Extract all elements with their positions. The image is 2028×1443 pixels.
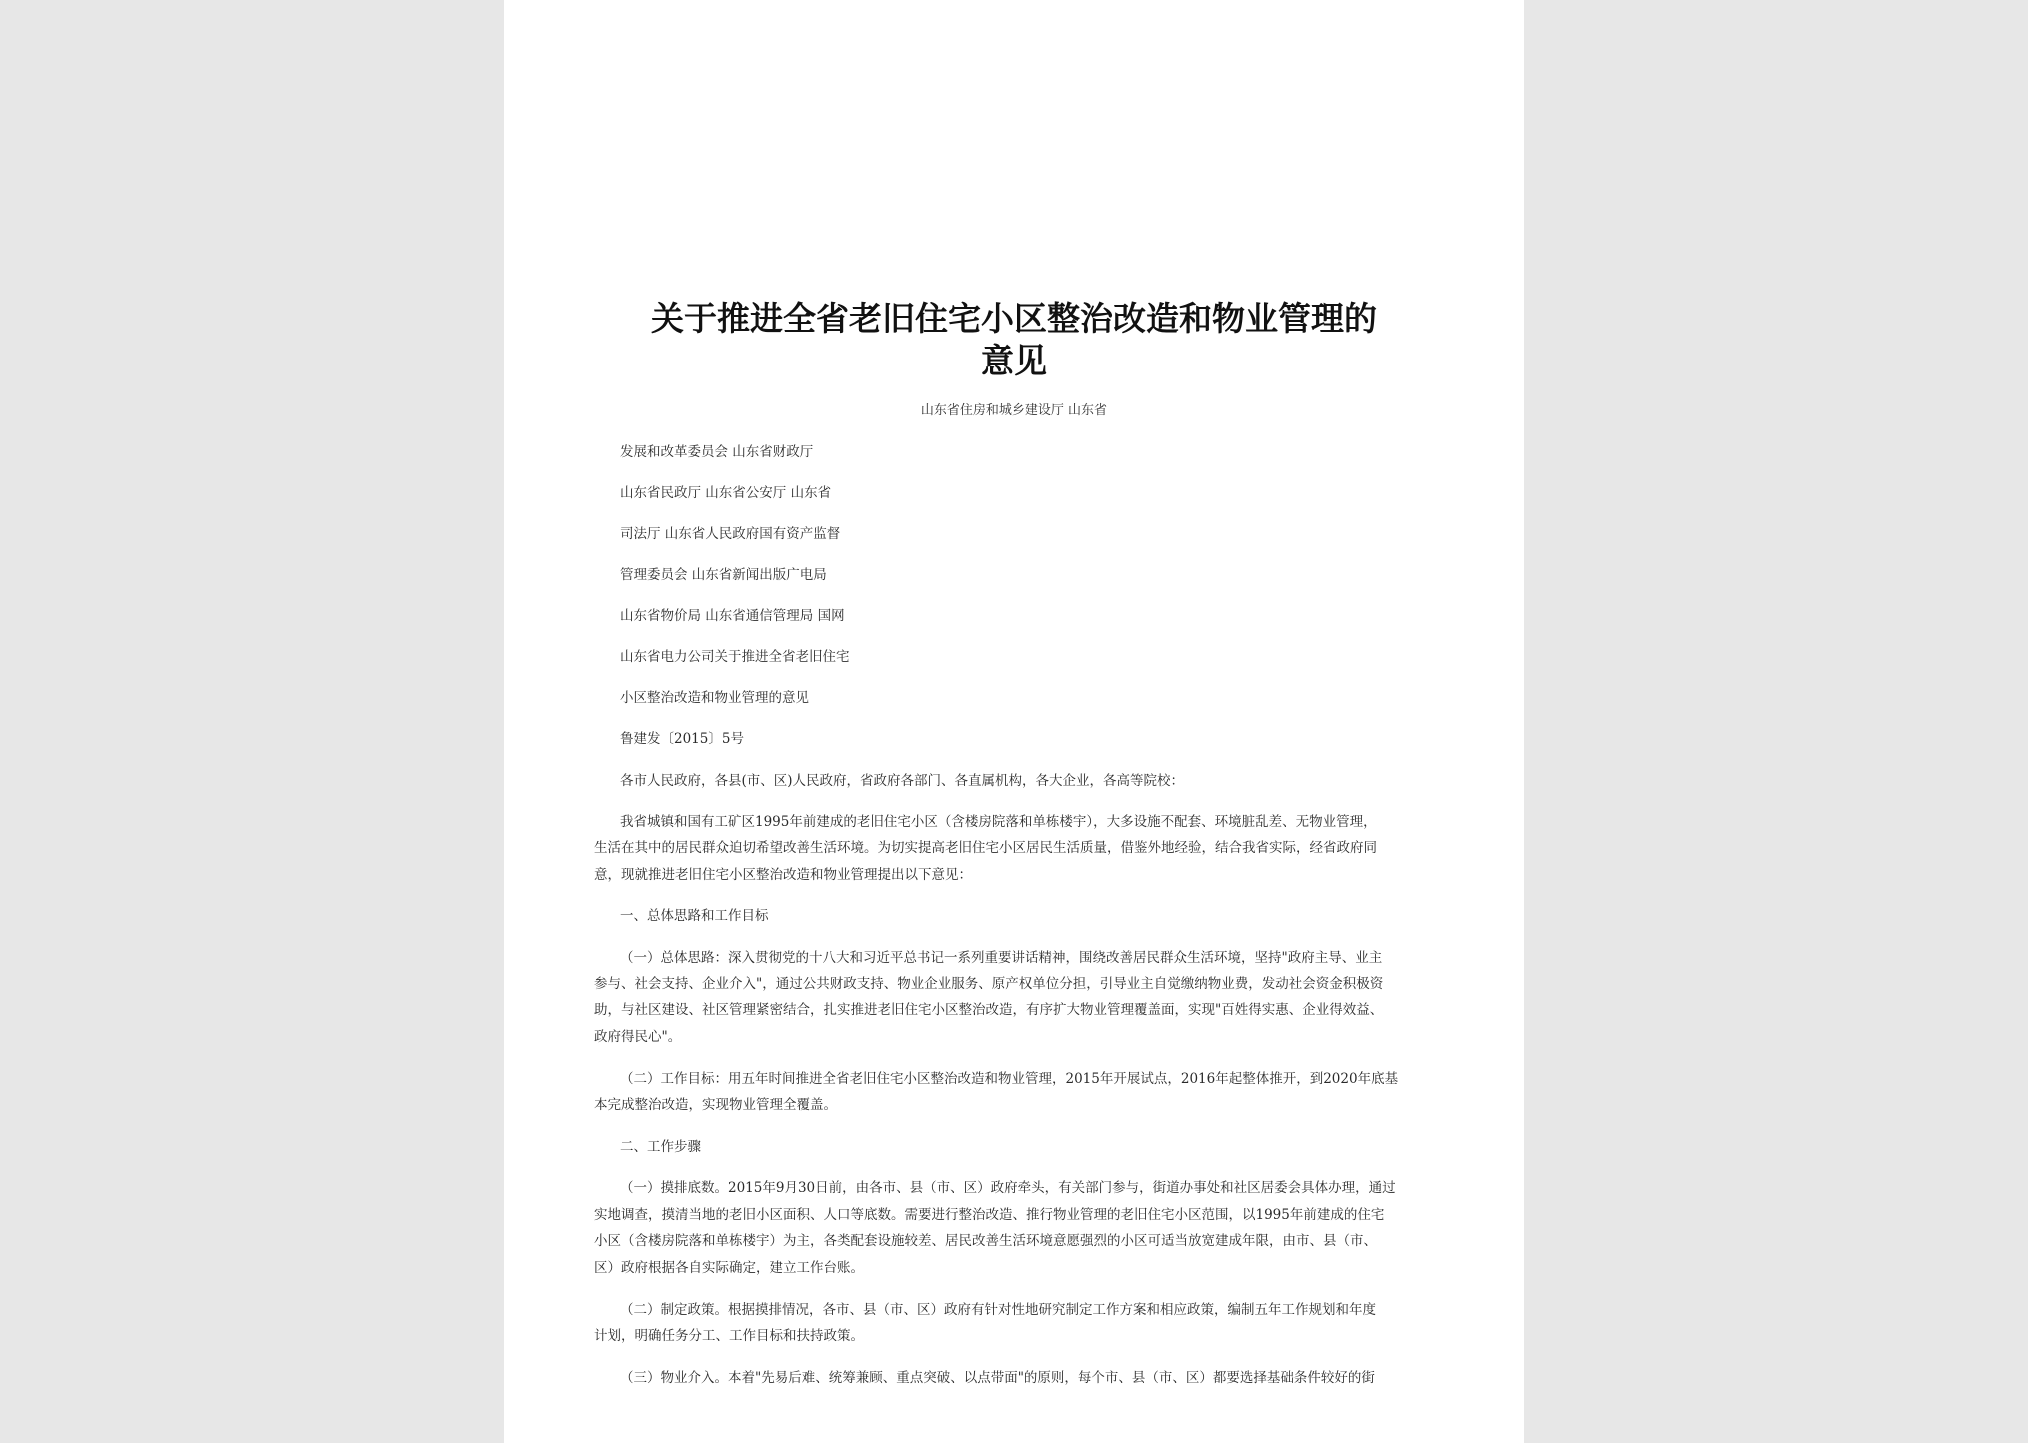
issuer-line: 山东省物价局 山东省通信管理局 国网 bbox=[620, 608, 845, 624]
paragraph-line: （一）摸排底数。2015年9月30日前，由各市、县（市、区）政府牵头，有关部门参与，街道办事处和社区居委会具体办理，通过 bbox=[620, 1180, 1396, 1196]
document-title-line-1: 关于推进全省老旧住宅小区整治改造和物业管理的 bbox=[651, 299, 1377, 338]
paragraph-line: 实地调查，摸清当地的老旧小区面积、人口等底数。需要进行整治改造、推行物业管理的老旧住宅小区范围，以1995年前建成的住宅 bbox=[594, 1207, 1385, 1223]
paragraph-line: 政府得民心"。 bbox=[594, 1029, 682, 1045]
issuer-line: 发展和改革委员会 山东省财政厅 bbox=[620, 444, 814, 460]
issuer-line: 小区整治改造和物业管理的意见 bbox=[620, 690, 809, 706]
section-heading: 二、工作步骤 bbox=[620, 1139, 701, 1155]
paragraph-line: （二）工作目标：用五年时间推进全省老旧住宅小区整治改造和物业管理，2015年开展试点，2016年起整体推开，到2020年底基 bbox=[620, 1071, 1399, 1087]
paragraph-line: 参与、社会支持、企业介入"，通过公共财政支持、物业企业服务、原产权单位分担，引导业主自觉缴纳物业费，发动社会资金积极资 bbox=[594, 976, 1384, 992]
paragraph-line: 小区（含楼房院落和单栋楼宇）为主，各类配套设施较差、居民改善生活环境意愿强烈的小区可适当放宽建成年限，由市、县（市、 bbox=[594, 1233, 1377, 1249]
paragraph-line: （三）物业介入。本着"先易后难、统筹兼顾、重点突破、以点带面"的原则，每个市、县（市、区）都要选择基础条件较好的街 bbox=[620, 1370, 1375, 1386]
paragraph-line: 助，与社区建设、社区管理紧密结合，扎实推进老旧住宅小区整治改造，有序扩大物业管理覆盖面，实现"百姓得实惠、企业得效益、 bbox=[594, 1002, 1384, 1018]
issuer-line: 司法厅 山东省人民政府国有资产监督 bbox=[620, 526, 841, 542]
paragraph-line: 计划，明确任务分工、工作目标和扶持政策。 bbox=[594, 1328, 864, 1344]
recipients-line: 各市人民政府，各县(市、区)人民政府，省政府各部门、各直属机构，各大企业，各高等院校： bbox=[620, 773, 1185, 789]
paragraph-line: （二）制定政策。根据摸排情况，各市、县（市、区）政府有针对性地研究制定工作方案和相应政策，编制五年工作规划和年度 bbox=[620, 1302, 1376, 1318]
issuer-line: 山东省民政厅 山东省公安厅 山东省 bbox=[620, 485, 832, 501]
section-heading: 一、总体思路和工作目标 bbox=[620, 908, 769, 924]
paragraph-line: （一）总体思路：深入贯彻党的十八大和习近平总书记一系列重要讲话精神，围绕改善居民群众生活环境，坚持"政府主导、业主 bbox=[620, 950, 1383, 966]
intro-paragraph-line: 生活在其中的居民群众迫切希望改善生活环境。为切实提高老旧住宅小区居民生活质量，借鉴外地经验，结合我省实际，经省政府同 bbox=[594, 840, 1377, 856]
paragraph-line: 区）政府根据各自实际确定，建立工作台账。 bbox=[594, 1260, 864, 1276]
intro-paragraph-line: 意，现就推进老旧住宅小区整治改造和物业管理提出以下意见： bbox=[594, 867, 972, 883]
issuer-line: 管理委员会 山东省新闻出版广电局 bbox=[620, 567, 827, 583]
document-number: 鲁建发〔2015〕5号 bbox=[620, 731, 744, 747]
document-title-line-2: 意见 bbox=[981, 341, 1047, 380]
issuer-line: 山东省电力公司关于推进全省老旧住宅 bbox=[620, 649, 850, 665]
document-page bbox=[504, 0, 1524, 1443]
intro-paragraph-line: 我省城镇和国有工矿区1995年前建成的老旧住宅小区（含楼房院落和单栋楼宇），大多设施不配套、环境脏乱差、无物业管理， bbox=[620, 814, 1377, 830]
paragraph-line: 本完成整治改造，实现物业管理全覆盖。 bbox=[594, 1097, 837, 1113]
issuer-line: 山东省住房和城乡建设厅 山东省 bbox=[920, 403, 1108, 418]
